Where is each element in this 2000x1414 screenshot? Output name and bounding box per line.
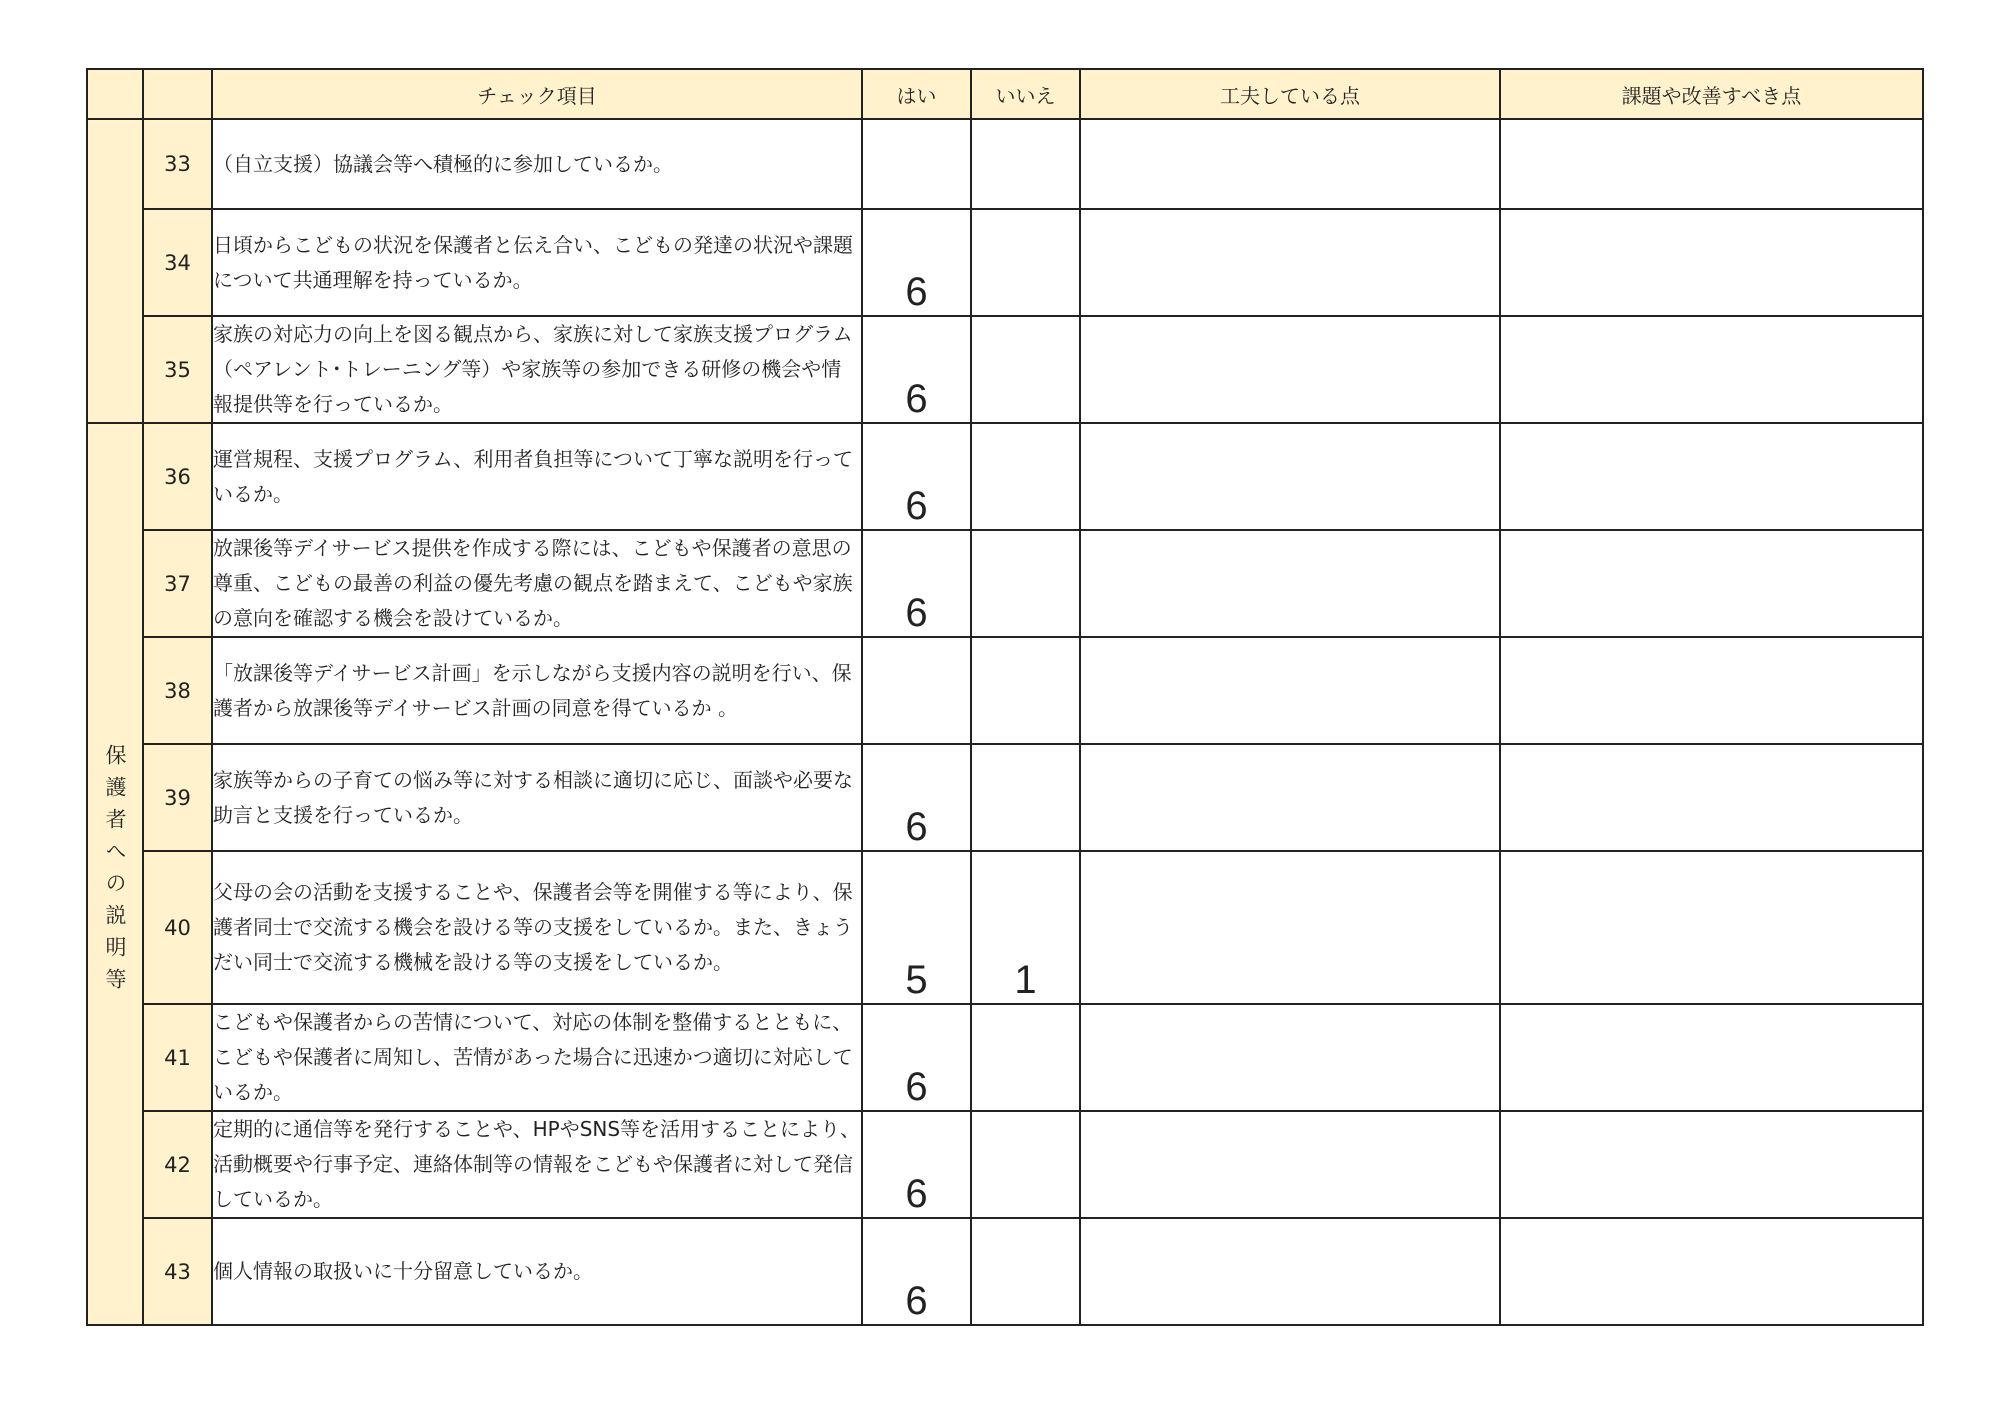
ingenuity-cell[interactable]: [1080, 637, 1500, 744]
issues-cell[interactable]: [1500, 1111, 1923, 1218]
no-count[interactable]: 1: [971, 851, 1080, 1004]
table-row: [87, 851, 1923, 1004]
no-count[interactable]: [971, 530, 1080, 637]
yes-count[interactable]: 6: [862, 423, 971, 530]
item-number: 41: [143, 1004, 212, 1111]
issues-cell[interactable]: [1500, 1004, 1923, 1111]
table-row: [87, 1004, 1923, 1111]
no-count[interactable]: [971, 209, 1080, 316]
issues-cell[interactable]: [1500, 1218, 1923, 1325]
category-label-cell: [87, 423, 143, 1325]
issues-cell[interactable]: [1500, 119, 1923, 209]
yes-count[interactable]: 6: [862, 1111, 971, 1218]
category-cell-upper: [87, 119, 143, 423]
ingenuity-cell[interactable]: [1080, 851, 1500, 1004]
table-row: [87, 1218, 1923, 1325]
ingenuity-cell[interactable]: [1080, 530, 1500, 637]
issues-cell[interactable]: [1500, 637, 1923, 744]
item-number: 43: [143, 1218, 212, 1325]
item-number: 35: [143, 316, 212, 423]
yes-count[interactable]: 6: [862, 530, 971, 637]
item-text: 家族等からの子育ての悩み等に対する相談に適切に応じ、面談や必要な助言と支援を行っているか。: [212, 744, 862, 851]
header-no: いいえ: [971, 69, 1080, 119]
header-check-item: チェック項目: [212, 69, 862, 119]
item-text: 放課後等デイサービス提供を作成する際には、こどもや保護者の意思の尊重、こどもの最善の利益の優先考慮の観点を踏まえて、こどもや家族の意向を確認する機会を設けているか。: [212, 530, 862, 637]
table-row: [87, 423, 1923, 530]
header-yes: はい: [862, 69, 971, 119]
table-row: [87, 637, 1923, 744]
header-issues: 課題や改善すべき点: [1500, 69, 1923, 119]
item-text: 家族の対応力の向上を図る観点から、家族に対して家族支援プログラム（ペアレント･トレーニング等）や家族等の参加できる研修の機会や情報提供等を行っているか。: [212, 316, 862, 423]
table-row: [87, 744, 1923, 851]
item-number: 36: [143, 423, 212, 530]
table-row: [87, 209, 1923, 316]
yes-count[interactable]: 6: [862, 316, 971, 423]
issues-cell[interactable]: [1500, 744, 1923, 851]
item-text: 父母の会の活動を支援することや、保護者会等を開催する等により、保護者同士で交流する機会を設ける等の支援をしているか。また、きょうだい同士で交流する機械を設ける等の支援をしているか。: [212, 851, 862, 1004]
issues-cell[interactable]: [1500, 423, 1923, 530]
no-count[interactable]: [971, 1111, 1080, 1218]
item-number: 33: [143, 119, 212, 209]
no-count[interactable]: [971, 423, 1080, 530]
ingenuity-cell[interactable]: [1080, 316, 1500, 423]
item-number: 39: [143, 744, 212, 851]
no-count[interactable]: [971, 744, 1080, 851]
yes-count[interactable]: [862, 119, 971, 209]
item-text: （自立支援）協議会等へ積極的に参加しているか。: [212, 119, 862, 209]
ingenuity-cell[interactable]: [1080, 744, 1500, 851]
item-number: 34: [143, 209, 212, 316]
ingenuity-cell[interactable]: [1080, 423, 1500, 530]
item-text: 個人情報の取扱いに十分留意しているか。: [212, 1218, 862, 1325]
table-row: [87, 316, 1923, 423]
ingenuity-cell[interactable]: [1080, 1218, 1500, 1325]
no-count[interactable]: [971, 316, 1080, 423]
checklist-table: [86, 68, 1924, 1326]
item-text: 「放課後等デイサービス計画」を示しながら支援内容の説明を行い、保護者から放課後等デイサービス計画の同意を得ているか 。: [212, 637, 862, 744]
category-label: 保護者への説明等: [103, 743, 127, 1000]
item-text: 定期的に通信等を発行することや、HPやSNS等を活用することにより、活動概要や行事予定、連絡体制等の情報をこどもや保護者に対して発信しているか。: [212, 1111, 862, 1218]
yes-count[interactable]: 5: [862, 851, 971, 1004]
item-number: 42: [143, 1111, 212, 1218]
checklist-sheet: [86, 68, 1922, 1326]
header-category-corner: [87, 69, 143, 119]
item-number: 37: [143, 530, 212, 637]
item-text: 日頃からこどもの状況を保護者と伝え合い、こどもの発達の状況や課題について共通理解を持っているか。: [212, 209, 862, 316]
ingenuity-cell[interactable]: [1080, 1004, 1500, 1111]
issues-cell[interactable]: [1500, 209, 1923, 316]
yes-count[interactable]: 6: [862, 209, 971, 316]
ingenuity-cell[interactable]: [1080, 119, 1500, 209]
table-row: [87, 119, 1923, 209]
table-row: [87, 530, 1923, 637]
header-ingenuity: 工夫している点: [1080, 69, 1500, 119]
no-count[interactable]: [971, 1004, 1080, 1111]
item-text: こどもや保護者からの苦情について、対応の体制を整備するとともに、こどもや保護者に周知し、苦情があった場合に迅速かつ適切に対応しているか。: [212, 1004, 862, 1111]
table-row: [87, 1111, 1923, 1218]
no-count[interactable]: [971, 1218, 1080, 1325]
issues-cell[interactable]: [1500, 316, 1923, 423]
no-count[interactable]: [971, 637, 1080, 744]
item-text: 運営規程、支援プログラム、利用者負担等について丁寧な説明を行っているか。: [212, 423, 862, 530]
item-number: 40: [143, 851, 212, 1004]
yes-count[interactable]: 6: [862, 1004, 971, 1111]
item-number: 38: [143, 637, 212, 744]
header-number-corner: [143, 69, 212, 119]
issues-cell[interactable]: [1500, 851, 1923, 1004]
ingenuity-cell[interactable]: [1080, 1111, 1500, 1218]
ingenuity-cell[interactable]: [1080, 209, 1500, 316]
yes-count[interactable]: [862, 637, 971, 744]
issues-cell[interactable]: [1500, 530, 1923, 637]
no-count[interactable]: [971, 119, 1080, 209]
header-row: [87, 69, 1923, 119]
yes-count[interactable]: 6: [862, 744, 971, 851]
yes-count[interactable]: 6: [862, 1218, 971, 1325]
